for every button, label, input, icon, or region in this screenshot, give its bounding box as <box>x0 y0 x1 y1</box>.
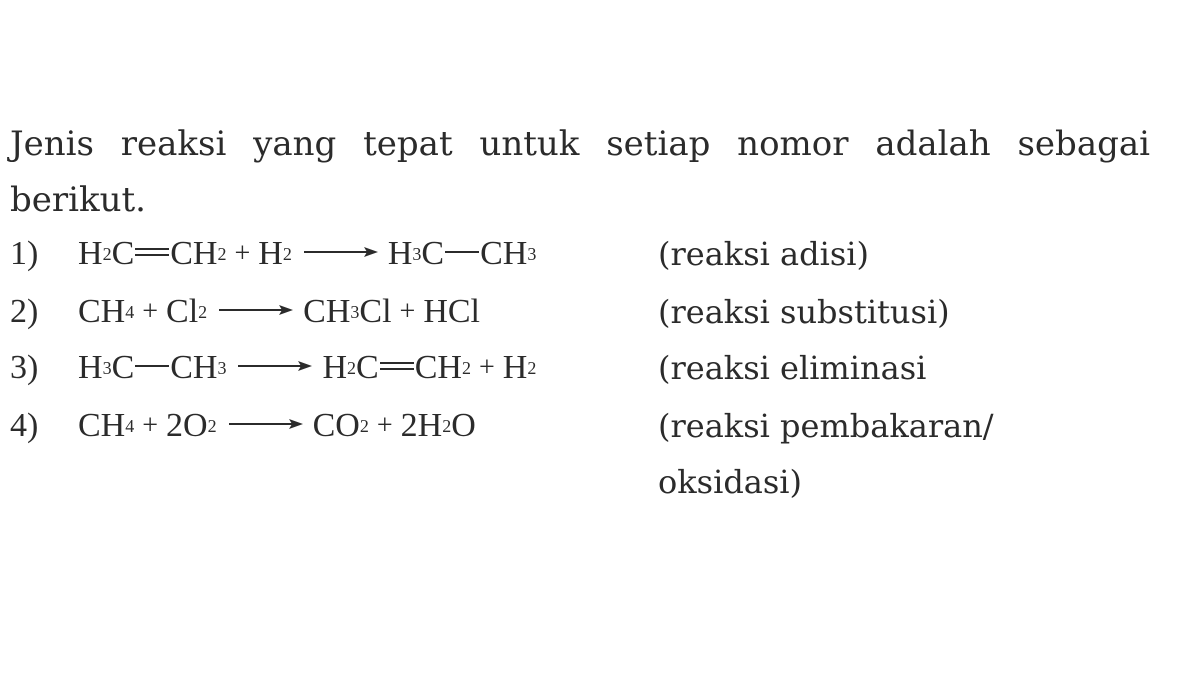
reaction-equation <box>78 398 476 454</box>
chemical-species: H 2 C CH 2 <box>78 226 226 282</box>
reaction-type-label-continued: oksidasi) <box>658 463 803 501</box>
reaction-type-label: (reaksi pembakaran/ <box>658 407 994 445</box>
formula-text: CH <box>414 349 462 386</box>
formula-text: CH <box>170 235 218 272</box>
formula-text: H <box>322 349 348 386</box>
reaction-row <box>10 226 1190 282</box>
formula-text: CH <box>78 407 126 444</box>
formula-text: C <box>111 235 135 272</box>
reaction-number: 3) <box>10 349 39 386</box>
reaction-equation <box>78 284 480 340</box>
plus-sign: + <box>234 238 251 269</box>
formula-text: Cl <box>359 293 392 330</box>
formula-text: C <box>421 235 445 272</box>
single-bond-icon <box>445 251 479 253</box>
formula-text: H <box>78 349 103 386</box>
reaction-type-label: (reaksi adisi) <box>658 235 869 273</box>
chemical-species: H 2 <box>503 340 537 396</box>
plus-sign: + <box>376 410 393 441</box>
reaction-row <box>10 398 1190 501</box>
chemical-species: CH 3 Cl <box>303 284 391 340</box>
reaction-equation <box>78 226 536 282</box>
reaction-type-label: (reaksi substitusi) <box>658 293 950 331</box>
formula-text: CH <box>480 235 528 272</box>
reaction-row <box>10 340 1190 396</box>
reaction-arrow-icon <box>304 246 378 258</box>
plus-sign: + <box>142 410 159 441</box>
chemical-species: H 2 <box>258 226 292 282</box>
reaction-type-label: (reaksi eliminasi <box>658 349 927 387</box>
plus-sign: + <box>399 296 416 327</box>
formula-text: Cl <box>166 293 199 330</box>
plus-sign: + <box>142 296 159 327</box>
reaction-arrow-icon <box>238 360 312 372</box>
chemical-species: Cl 2 <box>166 284 207 340</box>
formula-text: H <box>258 235 283 272</box>
chemical-species: 2O 2 <box>166 398 217 454</box>
formula-text: O <box>451 407 476 444</box>
formula-text: 2H <box>400 407 443 444</box>
formula-text: H <box>387 235 413 272</box>
chemical-species: H 2 C CH 2 <box>322 340 470 396</box>
formula-text: CH <box>303 293 351 330</box>
reaction-number: 2) <box>10 293 39 330</box>
intro-text: Jenis reaksi yang tepat untuk setiap nomor adalah sebagai berikut. <box>10 124 1150 220</box>
single-bond-icon <box>135 365 169 367</box>
double-bond-icon <box>135 248 169 256</box>
formula-text: CH <box>78 293 126 330</box>
reaction-arrow-icon <box>219 304 293 316</box>
reaction-number: 1) <box>10 235 39 272</box>
formula-text: 2O <box>166 407 208 444</box>
chemical-species: H 3 C CH 3 <box>78 340 226 396</box>
plus-sign: + <box>478 352 495 383</box>
formula-text: C <box>111 349 135 386</box>
double-bond-icon <box>380 362 414 370</box>
formula-text: CO <box>312 407 360 444</box>
reaction-number: 4) <box>10 407 39 444</box>
chemical-species: CH 4 <box>78 398 134 454</box>
reaction-row <box>10 284 1190 340</box>
formula-text: H <box>502 349 528 386</box>
chemical-species: H 3 C CH 3 <box>388 226 536 282</box>
reaction-equation <box>78 340 536 396</box>
reaction-arrow-icon <box>229 418 303 430</box>
formula-text: CH <box>170 349 218 386</box>
chemical-species: 2H 2 O <box>401 398 476 454</box>
formula-text: HCl <box>423 293 480 330</box>
chemical-species: CH 4 <box>78 284 134 340</box>
chemical-species: CO 2 <box>313 398 369 454</box>
chemical-species <box>423 284 480 340</box>
formula-text: C <box>356 349 379 386</box>
formula-text: H <box>78 235 103 272</box>
